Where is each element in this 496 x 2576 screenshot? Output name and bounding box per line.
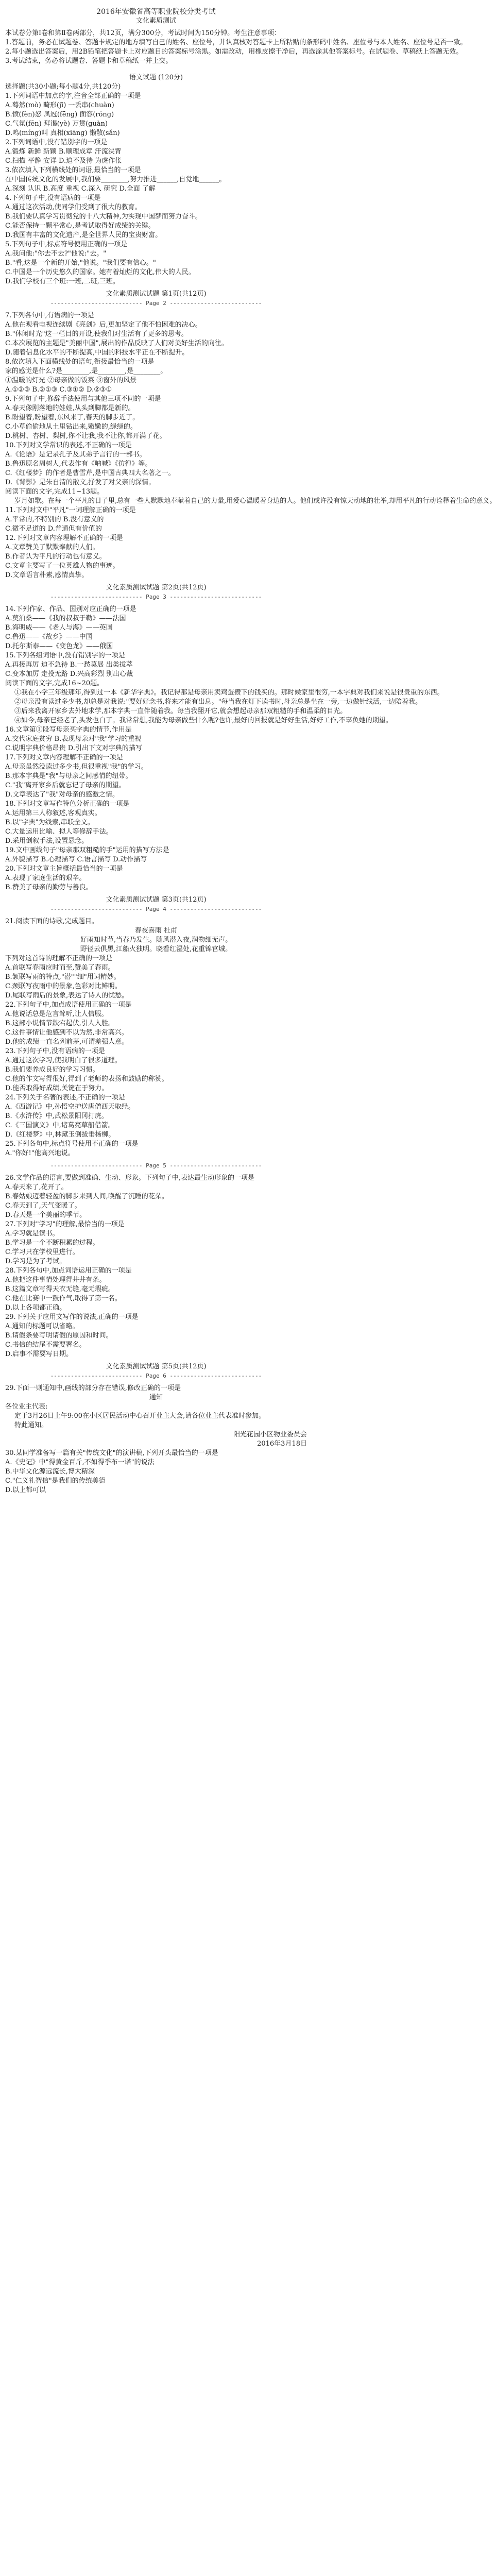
question-line: B.春姑娘迈着轻盈的脚步来到人间,唤醒了沉睡的花朵。 bbox=[5, 1193, 168, 1200]
question-line: A.我问他:"你去不去?"他说:"去。" bbox=[5, 250, 107, 258]
question-line: B.颔联写雨的特点,"潜""细"用词精妙。 bbox=[5, 973, 121, 981]
question-line: D.采用倒叙手法,设置悬念。 bbox=[5, 837, 89, 845]
question-line: 18.下列对文章写作特色分析正确的一项是 bbox=[5, 800, 130, 808]
question-line: C.小草偷偷地从土里钻出来,嫩嫩的,绿绿的。 bbox=[5, 423, 137, 431]
notice-title: 通知 bbox=[149, 1394, 163, 1401]
question-line: B.以"字典"为线索,串联全文。 bbox=[5, 819, 94, 826]
question-line: D.启事不需要写日期。 bbox=[5, 1350, 73, 1358]
question-line: D.文章语言朴素,感情真挚。 bbox=[5, 571, 89, 579]
question-line: 12.下列对文章内容理解不正确的一项是 bbox=[5, 534, 123, 542]
question-line: 20.下列对文章主旨概括最恰当的一项是 bbox=[5, 865, 123, 873]
question-line: C.大量运用比喻、拟人等修辞手法。 bbox=[5, 828, 113, 836]
question-line: A.表现了家庭生活的艰辛。 bbox=[5, 874, 86, 882]
question-line: C.文章主要写了一位英雄人物的事迹。 bbox=[5, 562, 119, 570]
question-line: A.锻炼 新鲜 新颖 B.顺理成章 汗流浃背 bbox=[5, 148, 122, 156]
question-line: C.说明字典价格昂贵 D.引出下文对字典的描写 bbox=[5, 744, 142, 752]
question-line: 21.阅读下面的诗歌,完成题目。 bbox=[5, 918, 98, 925]
question-line: D.他的成绩一直名列前茅,可谓差强人意。 bbox=[5, 1038, 129, 1046]
section-scoring: 选择题(共30小题;每小题4分,共120分) bbox=[5, 83, 121, 91]
notice-closing: 特此通知。 bbox=[14, 1421, 48, 1429]
question-line: A.运用第三人称叙述,客观真实。 bbox=[5, 809, 101, 817]
question-line: C.鲁迅——《故乡》——中国 bbox=[5, 633, 93, 641]
instruction-line: 3.考试结束，务必将试题卷、答题卡和草稿纸一并上交。 bbox=[5, 57, 173, 65]
section-chinese bbox=[4, 73, 308, 286]
question-line: D.随着信息化水平的不断提高,中国的科技水平正在不断提升。 bbox=[5, 349, 189, 357]
passage-line: ①我在小学三年级那年,得到过一本《新华字典》。我记得那是母亲用卖鸡蛋攒下的钱买的。那时候家里很穷,一本字典对我们来说是很贵重的东西。 bbox=[14, 689, 444, 697]
question-line: 14.下列作家、作品、国别对应正确的一项是 bbox=[5, 605, 136, 613]
passage-line: 岁月如歌。在每一个平凡的日子里,总有一些人默默地奉献着自己的力量,用爱心温暖着身边的人。他们或许没有惊天动地的壮举,却用平凡的行动诠释着生命的意义。 bbox=[14, 497, 496, 505]
question-line: D.《背影》是朱自清的散文,抒发了对父亲的深情。 bbox=[5, 479, 156, 486]
question-line: A.《西游记》中,孙悟空护送唐僧西天取经。 bbox=[5, 1103, 135, 1111]
question-line: 4.下列句子中,没有语病的一项是 bbox=[5, 194, 101, 202]
question-line: A.首联写春雨应时而至,赞美了春雨。 bbox=[5, 964, 115, 972]
question-line: C.能否保持一颗平常心,是考试取得好成绩的关键。 bbox=[5, 222, 155, 230]
question-line: 7.下列各句中,有语病的一项是 bbox=[5, 312, 94, 319]
question-line: D.能否取得好成绩,关键在于努力。 bbox=[5, 1084, 109, 1092]
exam-document bbox=[0, 3, 496, 2576]
question-line: 19.文中画线句子"母亲那双粗糙的手"运用的描写方法是 bbox=[5, 846, 169, 854]
question-line: C.颈联写夜雨中的景象,色彩对比鲜明。 bbox=[5, 982, 122, 990]
page-divider: --------------------------- Page 5 --------------------------- bbox=[50, 1162, 262, 1169]
poem-line: 野径云俱黑,江船火独明。晓看红湿处,花重锦官城。 bbox=[80, 945, 232, 953]
passage-line: ③后来我离开家乡去外地求学,那本字典一直伴随着我。每当我翻开它,就会想起母亲那双粗糙的手和温柔的目光。 bbox=[14, 707, 347, 715]
question-line: A.通知的标题可以省略。 bbox=[5, 1323, 79, 1330]
question-line: A.他把这件事情处理得井井有条。 bbox=[5, 1276, 106, 1284]
poem-title: 春夜喜雨 杜甫 bbox=[134, 927, 178, 935]
question-line: B."看,这是一个新的开始,"他说。"我们要有信心。" bbox=[5, 259, 156, 267]
question-line: 家的感觉是什么?是________,是________,是________。 bbox=[5, 367, 167, 375]
question-line: B.愤(fèn)怒 凤冠(fēng) 面容(róng) bbox=[5, 111, 114, 118]
question-line: A.深刻 认识 B.高度 重视 C.深入 研究 D.全面 了解 bbox=[5, 185, 156, 193]
question-line: 17.下列对文章内容理解不正确的一项是 bbox=[5, 754, 123, 761]
question-line: 5.下列句子中,标点符号使用正确的一项是 bbox=[5, 241, 128, 248]
question-line: C.本次展览的主题是"美丽中国",展出的作品反映了人们对美好生活的向往。 bbox=[5, 340, 228, 347]
page-divider: --------------------------- Page 4 --------------------------- bbox=[50, 906, 262, 912]
page-4-content bbox=[4, 917, 308, 1158]
question-line: B.我们要养成良好的学习习惯。 bbox=[5, 1066, 99, 1074]
question-line: 3.依次填入下列横线处的词语,最恰当的一项是 bbox=[5, 166, 141, 174]
instruction-line: 2.每小题选出答案后，用2B铅笔把答题卡上对应题目的答案标号涂黑。如需改动，用橡皮擦干净后，再选涂其他答案标号。在试题卷、草稿纸上答题无效。 bbox=[5, 48, 463, 56]
page-footer: 文化素质测试试题 第3页(共12页) bbox=[106, 896, 207, 904]
poem-line: 好雨知时节,当春乃发生。随风潜入夜,润物细无声。 bbox=[80, 936, 232, 944]
question-line: C.他的作文写得很好,得到了老师的表扬和鼓励的称赞。 bbox=[5, 1075, 168, 1083]
question-line: D.我国有丰富的文化遗产,是全世界人民的宝贵财富。 bbox=[5, 231, 162, 239]
question-line: A.莫泊桑——《我的叔叔于勒》——法国 bbox=[5, 615, 126, 622]
question-line: D.春天是一个美丽的季节。 bbox=[5, 1211, 87, 1219]
instruction-line: 本试卷分第Ⅰ卷和第Ⅱ卷两部分，共12页，满分300分，考试时间为150分钟。考生注意事项： bbox=[5, 29, 281, 37]
question-line: C.气氛(fēn) 拜谒(yè) 万贯(guàn) bbox=[5, 120, 108, 128]
question-line: D.《红楼梦》中,林黛玉倒拔垂杨柳。 bbox=[5, 1131, 115, 1139]
question-line: C."我"离开家乡后就忘记了母亲的期望。 bbox=[5, 782, 126, 789]
question-line: C.中国是一个历史悠久的国家。她有着灿烂的文化,伟大的人民。 bbox=[5, 268, 195, 276]
question-line: 27.下列对"学习"的理解,最恰当的一项是 bbox=[5, 1221, 125, 1228]
question-line: B.学习是一个不断积累的过程。 bbox=[5, 1239, 99, 1247]
question-list bbox=[4, 92, 308, 286]
question-line: B."休闲时光"这一栏目的开设,使我们对生活有了更多的思考。 bbox=[5, 330, 188, 338]
question-line: 下列对这首诗的理解不正确的一项是 bbox=[5, 955, 113, 962]
question-line: D.桃树、杏树、梨树,你不让我,我不让你,都开满了花。 bbox=[5, 432, 166, 440]
question-line: A.文章赞美了默默奉献的人们。 bbox=[5, 544, 99, 551]
passage-line: ②母亲没有读过多少书,却总是对我说:"要好好念书,将来才能有出息。"每当我在灯下读书时,母亲总是坐在一旁,一边做针线活,一边陪着我。 bbox=[14, 698, 422, 706]
question-line: 28.下列各句中,加点词语运用正确的一项是 bbox=[5, 1267, 132, 1275]
page-divider: --------------------------- Page 3 --------------------------- bbox=[50, 594, 262, 600]
question-line: 29.下列关于应用文写作的说法,正确的一项是 bbox=[5, 1313, 139, 1321]
question-line: A.春天来了,花开了。 bbox=[5, 1183, 68, 1191]
question-line: A.交代家庭贫穷 B.表现母亲对"我"学习的重视 bbox=[5, 735, 142, 743]
question-line: ①温暖的灯光 ②母亲做的饭菜 ③窗外的风景 bbox=[5, 377, 137, 384]
notice-salutation: 各位业主代表: bbox=[5, 1403, 48, 1411]
question-line: 11.下列对文中"平凡"一词理解正确的一项是 bbox=[5, 506, 136, 514]
question-line: A.再接再厉 迫不急待 B.一愁莫展 出类拔萃 bbox=[5, 661, 133, 669]
question-line: B.海明威——《老人与海》——英国 bbox=[5, 624, 113, 632]
question-line: A.《史记》中"得黄金百斤,不如得季布一诺"的说法 bbox=[5, 1459, 155, 1466]
question-line: 26.文学作品的语言,要做到准确、生动、形象。下列句子中,表达最生动形象的一项是 bbox=[5, 1174, 254, 1182]
question-line: D.鸣(míng)叫 真相(xiāng) 懒散(sǎn) bbox=[5, 129, 120, 137]
question-line: 24.下列关于名著的表述,不正确的一项是 bbox=[5, 1094, 125, 1101]
instructions bbox=[4, 29, 467, 66]
question-line: 16.文章第①段写母亲买字典的情节,作用是 bbox=[5, 726, 132, 734]
question-line: A.通过这次活动,使同学们受到了很大的教育。 bbox=[5, 204, 142, 211]
question-line: D.以上各项都正确。 bbox=[5, 1304, 66, 1312]
question-line: C.微不足道的 D.普通但有价值的 bbox=[5, 525, 102, 533]
question-line: B.这部小说情节跌宕起伏,引人入胜。 bbox=[5, 1020, 115, 1027]
question-line: 22.下列句子中,加点成语使用正确的一项是 bbox=[5, 1001, 132, 1009]
question-line: B.鲁迅原名周树人,代表作有《呐喊》《彷徨》等。 bbox=[5, 460, 152, 468]
question-line: B.中华文化源远流长,博大精深 bbox=[5, 1468, 95, 1476]
question-line: D.文章表达了"我"对母亲的感激之情。 bbox=[5, 791, 119, 799]
question-line: 8.依次填入下面横线处的语句,衔接最恰当的一项是 bbox=[5, 358, 155, 366]
question-line: C.《红楼梦》的作者是曹雪芹,是中国古典四大名著之一。 bbox=[5, 469, 175, 477]
page-footer: 文化素质测试试题 第5页(共12页) bbox=[106, 1363, 207, 1370]
notice-signature: 阳光花园小区物业委员会 bbox=[233, 1431, 307, 1438]
question-line: B.作者认为平凡的行动也有意义。 bbox=[5, 553, 106, 561]
question-line: B.那本字典是"我"与母亲之间感情的纽带。 bbox=[5, 772, 132, 780]
question-line: 1.下列词语中加点的字,注音全部正确的一项是 bbox=[5, 92, 141, 100]
question-line: 10.下列对文学常识的表述,不正确的一项是 bbox=[5, 442, 132, 449]
question-line: C.扫描 平静 安详 D.迫不及待 为虎作伥 bbox=[5, 157, 122, 165]
exam-title: 2016年安徽省高等职业院校分类考试 bbox=[96, 8, 216, 16]
question-line: 25.下列各句中,标点符号使用不正确的一项是 bbox=[5, 1140, 139, 1148]
question-line: C.《三国演义》中,诸葛亮草船借箭。 bbox=[5, 1122, 115, 1129]
question-line: A."你好!"他高兴地说。 bbox=[5, 1149, 75, 1157]
question-line: A.平常的,不特别的 B.没有意义的 bbox=[5, 516, 104, 523]
question-line: 29.下面一则通知中,画线的部分存在错误,修改正确的一项是 bbox=[5, 1384, 181, 1392]
page-5-content bbox=[4, 1174, 308, 1359]
question-line: 阅读下面的文字,完成11~13题。 bbox=[5, 488, 104, 496]
question-line: C.学习只在学校里进行。 bbox=[5, 1248, 79, 1256]
question-line: 在中国传统文化的发展中,我们要________,努力推进______,自觉地______。 bbox=[5, 176, 226, 183]
question-line: 23.下列句子中,没有语病的一项是 bbox=[5, 1047, 105, 1055]
question-line: D.学习是为了考试。 bbox=[5, 1258, 66, 1265]
exam-subtitle: 文化素质测试 bbox=[135, 17, 176, 25]
page-footer: 文化素质测试试题 第1页(共12页) bbox=[106, 290, 207, 298]
question-line: A.通过这次学习,使我明白了很多道理。 bbox=[5, 1057, 122, 1064]
question-line: B.赞美了母亲的勤劳与善良。 bbox=[5, 884, 93, 891]
page-footer: 文化素质测试试题 第2页(共12页) bbox=[106, 584, 207, 591]
question-line: 15.下列各组词语中,没有错别字的一项是 bbox=[5, 652, 125, 659]
question-line: B.《水浒传》中,武松景阳冈打虎。 bbox=[5, 1112, 108, 1120]
page-3-content bbox=[4, 605, 444, 892]
section-title: 语文试题 (120分) bbox=[129, 74, 183, 81]
question-line: 2.下列词语中,没有错别字的一项是 bbox=[5, 139, 108, 146]
question-line: A.春天像刚落地的娃娃,从头到脚都是新的。 bbox=[5, 404, 135, 412]
question-line: C.他在比赛中一鼓作气,取得了第一名。 bbox=[5, 1295, 122, 1302]
question-line: B.这篇文章写得天衣无缝,毫无瑕疵。 bbox=[5, 1285, 115, 1293]
question-line: D.我们学校有三个班:一班,二班,三班。 bbox=[5, 278, 119, 285]
instruction-line: 1.答题前，务必在试题卷、答题卡规定的地方填写自己的姓名、座位号，并认真核对答题卡上所粘贴的条形码中姓名、座位号与本人姓名、座位号是否一致。 bbox=[5, 39, 467, 46]
question-line: A.①②③ B.②①③ C.③①② D.②③① bbox=[5, 386, 112, 394]
question-line: B.我们要认真学习贯彻党的十八大精神,为实现中国梦而努力奋斗。 bbox=[5, 213, 202, 221]
question-line: B.盼望着,盼望着,东风来了,春天的脚步近了。 bbox=[5, 414, 140, 421]
passage-line: ④如今,母亲已经老了,头发也白了。我常常想,我能为母亲做些什么呢?也许,最好的回报就是好好生活,好好工作,不辜负她的期望。 bbox=[14, 717, 392, 724]
question-line: A.《论语》是记录孔子及其弟子言行的一部书。 bbox=[5, 451, 146, 459]
question-line: C."仁义礼智信"是我们的传统美德 bbox=[5, 1477, 106, 1485]
question-line: A.他说话总是危言耸听,让人信服。 bbox=[5, 1010, 108, 1018]
question-line: A.他在观看电视连续剧《亮剑》后,更加坚定了他不怕困难的决心。 bbox=[5, 321, 202, 329]
question-line: 9.下列句子中,修辞手法使用与其他三项不同的一项是 bbox=[5, 395, 161, 403]
question-line: D.尾联写雨后的景象,表达了诗人的忧愁。 bbox=[5, 992, 129, 999]
notice-body: 定于3月26日上午9:00在小区居民活动中心召开业主大会,请各位业主代表准时参加。 bbox=[14, 1412, 266, 1420]
question-line: A.母亲虽然没读过多少书,但很重视"我"的学习。 bbox=[5, 763, 148, 771]
question-line: A.蓦然(mò) 畸形(jī) 一丢串(chuàn) bbox=[5, 101, 114, 109]
page-6-content bbox=[4, 1384, 308, 1495]
question-line: A.学习就是读书。 bbox=[5, 1230, 59, 1238]
question-line: C.这件事情让他感到不以为然,非常高兴。 bbox=[5, 1029, 128, 1037]
question-line: B.请假条要写明请假的原因和时间。 bbox=[5, 1332, 113, 1340]
question-line: 30.某同学准备写一篇有关"传统文化"的演讲稿,下列开头最恰当的一项是 bbox=[5, 1449, 218, 1457]
notice-date: 2016年3月18日 bbox=[257, 1440, 307, 1448]
question-line: D.托尔斯泰——《变色龙》——俄国 bbox=[5, 642, 113, 650]
question-line: C.书信的结尾不需要署名。 bbox=[5, 1341, 86, 1349]
page-2-content bbox=[4, 311, 496, 580]
question-line: D.以上都可以 bbox=[5, 1486, 46, 1494]
question-line: C.春天到了,天气变暖了。 bbox=[5, 1202, 81, 1210]
question-line: 阅读下面的文字,完成16~20题。 bbox=[5, 680, 104, 687]
question-line: A.外貌描写 B.心理描写 C.语言描写 D.动作描写 bbox=[5, 856, 147, 863]
question-line: C.变本加厉 走投无路 D.兴高彩烈 别出心裁 bbox=[5, 670, 133, 678]
page-divider: --------------------------- Page 6 --------------------------- bbox=[50, 1372, 262, 1379]
page-divider: --------------------------- Page 2 --------------------------- bbox=[50, 300, 262, 307]
